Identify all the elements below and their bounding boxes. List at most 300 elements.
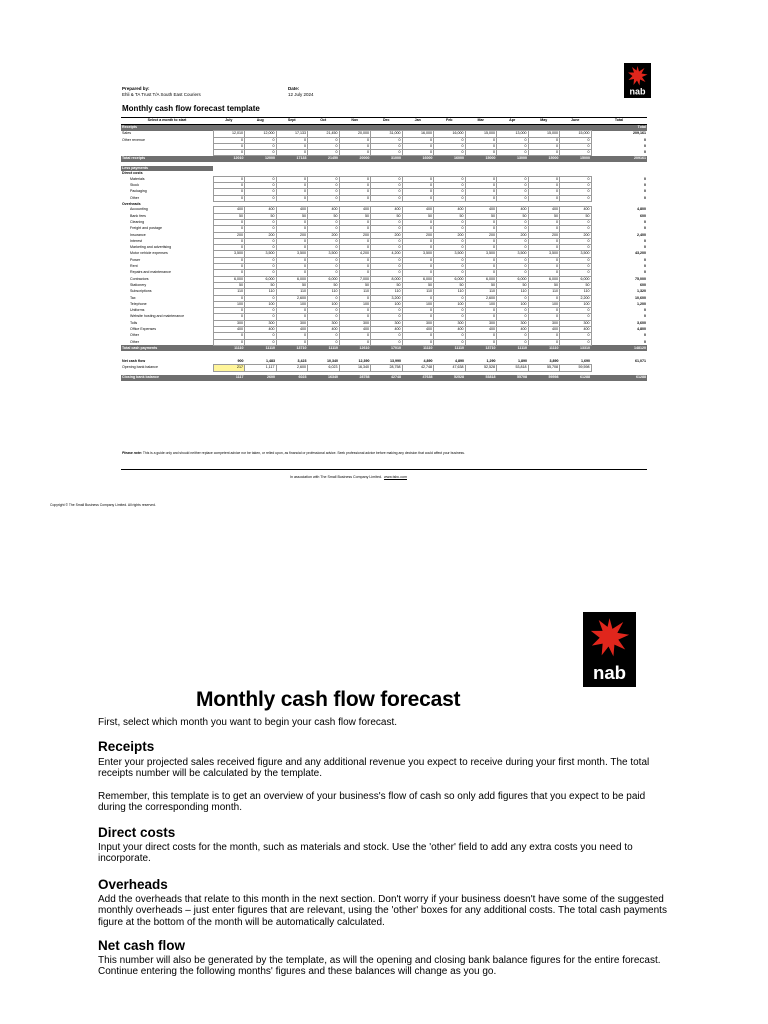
overhead-cell[interactable]: 3,500 — [465, 251, 497, 257]
overhead-cell[interactable]: 300 — [308, 320, 340, 326]
direct-cost-cell[interactable]: 0 — [276, 183, 308, 189]
overhead-cell[interactable]: 100 — [402, 301, 434, 307]
overhead-cell[interactable]: 50 — [465, 282, 497, 288]
overhead-cell[interactable]: 0 — [276, 314, 308, 320]
overhead-cell[interactable]: 400 — [371, 207, 403, 213]
direct-cost-cell[interactable]: 0 — [213, 176, 245, 182]
overhead-cell[interactable]: 0 — [245, 219, 277, 225]
overhead-cell[interactable]: 0 — [402, 333, 434, 339]
receipt-cell[interactable]: 0 — [402, 150, 434, 156]
overhead-cell[interactable]: 200 — [276, 232, 308, 238]
direct-cost-cell[interactable]: 0 — [434, 176, 466, 182]
overhead-cell[interactable]: 200 — [560, 232, 592, 238]
overhead-cell[interactable]: 0 — [560, 264, 592, 270]
overhead-cell[interactable]: 100 — [213, 301, 245, 307]
receipt-cell[interactable]: 0 — [276, 137, 308, 143]
receipt-cell[interactable]: 0 — [245, 137, 277, 143]
overhead-cell[interactable]: 50 — [245, 213, 277, 219]
receipt-cell[interactable]: 0 — [497, 150, 529, 156]
overhead-cell[interactable]: 0 — [245, 245, 277, 251]
receipt-cell[interactable]: 0 — [213, 150, 245, 156]
direct-cost-cell[interactable]: 0 — [528, 189, 560, 195]
overhead-cell[interactable]: 3,500 — [276, 251, 308, 257]
overhead-cell[interactable]: 50 — [213, 213, 245, 219]
overhead-cell[interactable]: 0 — [276, 333, 308, 339]
receipt-cell[interactable]: 0 — [339, 143, 371, 149]
overhead-cell[interactable]: 0 — [560, 238, 592, 244]
overhead-cell[interactable]: 0 — [528, 270, 560, 276]
overhead-cell[interactable]: 0 — [213, 238, 245, 244]
overhead-cell[interactable]: 400 — [434, 327, 466, 333]
overhead-cell[interactable]: 200 — [371, 232, 403, 238]
overhead-cell[interactable]: 0 — [308, 226, 340, 232]
direct-cost-cell[interactable]: 0 — [276, 176, 308, 182]
receipt-cell[interactable]: 15,000 — [465, 131, 497, 137]
overhead-cell[interactable]: 300 — [528, 320, 560, 326]
overhead-cell[interactable]: 200 — [402, 232, 434, 238]
overhead-cell[interactable]: 0 — [371, 308, 403, 314]
overhead-cell[interactable]: 400 — [308, 207, 340, 213]
receipt-cell[interactable]: 0 — [371, 143, 403, 149]
overhead-cell[interactable]: 0 — [276, 238, 308, 244]
overhead-cell[interactable]: 50 — [339, 282, 371, 288]
receipt-cell[interactable]: 15,000 — [560, 131, 592, 137]
receipt-cell[interactable]: 0 — [434, 150, 466, 156]
overhead-cell[interactable]: 200 — [245, 232, 277, 238]
direct-cost-cell[interactable]: 0 — [560, 189, 592, 195]
overhead-cell[interactable]: 3,500 — [497, 251, 529, 257]
overhead-cell[interactable]: 0 — [213, 219, 245, 225]
receipt-cell[interactable]: 0 — [245, 150, 277, 156]
overhead-cell[interactable]: 110 — [371, 289, 403, 295]
overhead-cell[interactable]: 3,500 — [308, 251, 340, 257]
overhead-cell[interactable]: 50 — [528, 213, 560, 219]
overhead-cell[interactable]: 0 — [497, 245, 529, 251]
overhead-cell[interactable]: 300 — [465, 320, 497, 326]
receipt-cell[interactable]: 0 — [402, 143, 434, 149]
overhead-cell[interactable]: 6,000 — [308, 276, 340, 282]
direct-cost-cell[interactable]: 0 — [402, 195, 434, 201]
overhead-cell[interactable]: 8,000 — [371, 276, 403, 282]
direct-cost-cell[interactable]: 0 — [497, 195, 529, 201]
overhead-cell[interactable]: 50 — [371, 213, 403, 219]
overhead-cell[interactable]: 0 — [308, 314, 340, 320]
direct-cost-cell[interactable]: 0 — [465, 195, 497, 201]
direct-cost-cell[interactable]: 0 — [339, 183, 371, 189]
overhead-cell[interactable]: 0 — [402, 264, 434, 270]
overhead-cell[interactable]: 0 — [560, 308, 592, 314]
direct-cost-cell[interactable]: 0 — [371, 176, 403, 182]
receipt-cell[interactable]: 0 — [308, 150, 340, 156]
receipt-cell[interactable]: 0 — [276, 143, 308, 149]
overhead-cell[interactable]: 0 — [276, 270, 308, 276]
receipt-cell[interactable]: 0 — [371, 137, 403, 143]
overhead-cell[interactable]: 0 — [339, 245, 371, 251]
overhead-cell[interactable]: 0 — [434, 238, 466, 244]
overhead-cell[interactable]: 0 — [528, 308, 560, 314]
receipt-cell[interactable]: 21,450 — [308, 131, 340, 137]
overhead-cell[interactable]: 200 — [528, 232, 560, 238]
direct-cost-cell[interactable]: 0 — [339, 189, 371, 195]
overhead-cell[interactable]: 0 — [434, 219, 466, 225]
overhead-cell[interactable]: 0 — [402, 238, 434, 244]
overhead-cell[interactable]: 100 — [245, 301, 277, 307]
overhead-cell[interactable]: 0 — [465, 257, 497, 263]
overhead-cell[interactable]: 0 — [497, 264, 529, 270]
direct-cost-cell[interactable]: 0 — [245, 176, 277, 182]
overhead-cell[interactable]: 0 — [339, 339, 371, 345]
direct-cost-cell[interactable]: 0 — [465, 183, 497, 189]
overhead-cell[interactable]: 400 — [528, 327, 560, 333]
overhead-cell[interactable]: 3,500 — [528, 251, 560, 257]
overhead-cell[interactable]: 0 — [465, 339, 497, 345]
direct-cost-cell[interactable]: 0 — [245, 189, 277, 195]
overhead-cell[interactable]: 0 — [402, 339, 434, 345]
overhead-cell[interactable]: 4,200 — [371, 251, 403, 257]
overhead-cell[interactable]: 0 — [213, 270, 245, 276]
overhead-cell[interactable]: 400 — [276, 207, 308, 213]
receipt-cell[interactable]: 0 — [213, 137, 245, 143]
overhead-cell[interactable]: 100 — [465, 301, 497, 307]
overhead-cell[interactable]: 200 — [213, 232, 245, 238]
overhead-cell[interactable]: 400 — [560, 207, 592, 213]
overhead-cell[interactable]: 300 — [402, 320, 434, 326]
overhead-cell[interactable]: 0 — [465, 264, 497, 270]
direct-cost-cell[interactable]: 0 — [213, 189, 245, 195]
overhead-cell[interactable]: 110 — [560, 289, 592, 295]
overhead-cell[interactable]: 7,000 — [339, 276, 371, 282]
overhead-cell[interactable]: 300 — [371, 320, 403, 326]
receipt-cell[interactable]: 0 — [528, 150, 560, 156]
overhead-cell[interactable]: 6,000 — [402, 276, 434, 282]
overhead-cell[interactable]: 6,000 — [560, 276, 592, 282]
receipt-cell[interactable]: 0 — [308, 137, 340, 143]
receipt-cell[interactable]: 0 — [245, 143, 277, 149]
direct-cost-cell[interactable]: 0 — [371, 189, 403, 195]
overhead-cell[interactable]: 3,500 — [245, 251, 277, 257]
overhead-cell[interactable]: 50 — [560, 213, 592, 219]
overhead-cell[interactable]: 400 — [339, 327, 371, 333]
overhead-cell[interactable]: 50 — [213, 282, 245, 288]
overhead-cell[interactable]: 0 — [339, 257, 371, 263]
overhead-cell[interactable]: 3,500 — [213, 251, 245, 257]
receipt-cell[interactable]: 17,133 — [276, 131, 308, 137]
overhead-cell[interactable]: 3,200 — [371, 295, 403, 301]
overhead-cell[interactable]: 0 — [213, 264, 245, 270]
overhead-cell[interactable]: 0 — [371, 219, 403, 225]
overhead-cell[interactable]: 50 — [371, 282, 403, 288]
receipt-cell[interactable]: 0 — [339, 150, 371, 156]
overhead-cell[interactable]: 0 — [245, 308, 277, 314]
receipt-cell[interactable]: 0 — [465, 150, 497, 156]
receipt-cell[interactable]: 0 — [371, 150, 403, 156]
overhead-cell[interactable]: 0 — [560, 226, 592, 232]
overhead-cell[interactable]: 0 — [528, 226, 560, 232]
overhead-cell[interactable]: 0 — [402, 270, 434, 276]
overhead-cell[interactable]: 0 — [276, 245, 308, 251]
overhead-cell[interactable]: 50 — [402, 213, 434, 219]
overhead-cell[interactable]: 0 — [308, 264, 340, 270]
overhead-cell[interactable]: 0 — [213, 257, 245, 263]
overhead-cell[interactable]: 400 — [339, 207, 371, 213]
direct-cost-cell[interactable]: 0 — [434, 195, 466, 201]
overhead-cell[interactable]: 50 — [528, 282, 560, 288]
overhead-cell[interactable]: 50 — [560, 282, 592, 288]
start-month-selector[interactable]: Select a month to start — [121, 118, 213, 125]
overhead-cell[interactable]: 0 — [497, 314, 529, 320]
overhead-cell[interactable]: 0 — [371, 339, 403, 345]
overhead-cell[interactable]: 400 — [245, 327, 277, 333]
overhead-cell[interactable]: 110 — [497, 289, 529, 295]
overhead-cell[interactable]: 0 — [308, 219, 340, 225]
overhead-cell[interactable]: 0 — [339, 333, 371, 339]
overhead-cell[interactable]: 0 — [371, 270, 403, 276]
overhead-cell[interactable]: 0 — [402, 219, 434, 225]
overhead-cell[interactable]: 0 — [465, 333, 497, 339]
overhead-cell[interactable]: 0 — [497, 270, 529, 276]
overhead-cell[interactable]: 110 — [276, 289, 308, 295]
direct-cost-cell[interactable]: 0 — [276, 195, 308, 201]
overhead-cell[interactable]: 50 — [339, 213, 371, 219]
overhead-cell[interactable]: 0 — [402, 257, 434, 263]
overhead-cell[interactable]: 0 — [465, 314, 497, 320]
direct-cost-cell[interactable]: 0 — [560, 183, 592, 189]
receipt-cell[interactable]: 0 — [465, 137, 497, 143]
prepared-by-value[interactable]: Ehli & TA Trust T/A South East Couriers — [122, 92, 201, 97]
overhead-cell[interactable]: 0 — [371, 238, 403, 244]
overhead-cell[interactable]: 110 — [465, 289, 497, 295]
overhead-cell[interactable]: 0 — [434, 264, 466, 270]
overhead-cell[interactable]: 200 — [434, 232, 466, 238]
overhead-cell[interactable]: 0 — [308, 339, 340, 345]
overhead-cell[interactable]: 0 — [497, 339, 529, 345]
overhead-cell[interactable]: 0 — [308, 245, 340, 251]
overhead-cell[interactable]: 0 — [371, 264, 403, 270]
overhead-cell[interactable]: 0 — [339, 295, 371, 301]
overhead-cell[interactable]: 50 — [308, 282, 340, 288]
receipt-cell[interactable]: 0 — [308, 143, 340, 149]
overhead-cell[interactable]: 100 — [308, 301, 340, 307]
overhead-cell[interactable]: 0 — [245, 295, 277, 301]
overhead-cell[interactable]: 0 — [497, 333, 529, 339]
direct-cost-cell[interactable]: 0 — [339, 176, 371, 182]
overhead-cell[interactable]: 0 — [434, 245, 466, 251]
receipt-cell[interactable]: 16,000 — [434, 131, 466, 137]
overhead-cell[interactable]: 400 — [528, 207, 560, 213]
receipt-cell[interactable]: 0 — [402, 137, 434, 143]
direct-cost-cell[interactable]: 0 — [245, 183, 277, 189]
receipt-cell[interactable]: 0 — [339, 137, 371, 143]
overhead-cell[interactable]: 50 — [308, 213, 340, 219]
overhead-cell[interactable]: 0 — [465, 238, 497, 244]
overhead-cell[interactable]: 0 — [528, 238, 560, 244]
association-link[interactable]: www.tsbc.com — [384, 475, 407, 479]
direct-cost-cell[interactable]: 0 — [308, 176, 340, 182]
overhead-cell[interactable]: 0 — [465, 270, 497, 276]
overhead-cell[interactable]: 0 — [528, 314, 560, 320]
overhead-cell[interactable]: 0 — [339, 264, 371, 270]
direct-cost-cell[interactable]: 0 — [402, 176, 434, 182]
overhead-cell[interactable]: 0 — [213, 295, 245, 301]
overhead-cell[interactable]: 0 — [434, 339, 466, 345]
overhead-cell[interactable]: 400 — [465, 327, 497, 333]
direct-cost-cell[interactable]: 0 — [560, 195, 592, 201]
overhead-cell[interactable]: 100 — [528, 301, 560, 307]
overhead-cell[interactable]: 0 — [528, 333, 560, 339]
overhead-cell[interactable]: 0 — [245, 238, 277, 244]
overhead-cell[interactable]: 300 — [245, 320, 277, 326]
direct-cost-cell[interactable]: 0 — [528, 195, 560, 201]
overhead-cell[interactable]: 400 — [465, 207, 497, 213]
overhead-cell[interactable]: 0 — [371, 314, 403, 320]
overhead-cell[interactable]: 300 — [213, 320, 245, 326]
receipt-cell[interactable]: 0 — [528, 137, 560, 143]
overhead-cell[interactable]: 400 — [276, 327, 308, 333]
overhead-cell[interactable]: 100 — [497, 301, 529, 307]
receipt-cell[interactable]: 0 — [560, 137, 592, 143]
receipt-cell[interactable]: 0 — [560, 150, 592, 156]
overhead-cell[interactable]: 400 — [402, 327, 434, 333]
overhead-cell[interactable]: 200 — [465, 232, 497, 238]
overhead-cell[interactable]: 50 — [497, 213, 529, 219]
date-value[interactable]: 12 July 2024 — [288, 92, 314, 97]
overhead-cell[interactable]: 110 — [528, 289, 560, 295]
overhead-cell[interactable]: 0 — [402, 308, 434, 314]
overhead-cell[interactable]: 0 — [497, 219, 529, 225]
overhead-cell[interactable]: 110 — [434, 289, 466, 295]
receipt-cell[interactable]: 31,000 — [371, 131, 403, 137]
receipt-cell[interactable]: 0 — [497, 137, 529, 143]
overhead-cell[interactable]: 0 — [371, 333, 403, 339]
overhead-cell[interactable]: 0 — [434, 333, 466, 339]
receipt-cell[interactable]: 0 — [434, 143, 466, 149]
overhead-cell[interactable]: 0 — [465, 226, 497, 232]
overhead-cell[interactable]: 0 — [402, 245, 434, 251]
overhead-cell[interactable]: 400 — [402, 207, 434, 213]
overhead-cell[interactable]: 6,000 — [528, 276, 560, 282]
overhead-cell[interactable]: 0 — [371, 226, 403, 232]
overhead-cell[interactable]: 0 — [308, 238, 340, 244]
direct-cost-cell[interactable]: 0 — [308, 189, 340, 195]
overhead-cell[interactable]: 6,000 — [465, 276, 497, 282]
overhead-cell[interactable]: 6,000 — [245, 276, 277, 282]
overhead-cell[interactable]: 0 — [465, 245, 497, 251]
overhead-cell[interactable]: 0 — [339, 308, 371, 314]
overhead-cell[interactable]: 300 — [339, 320, 371, 326]
overhead-cell[interactable]: 0 — [465, 308, 497, 314]
receipt-cell[interactable]: 0 — [528, 143, 560, 149]
receipt-cell[interactable]: 12,000 — [245, 131, 277, 137]
overhead-cell[interactable]: 0 — [497, 238, 529, 244]
overhead-cell[interactable]: 50 — [465, 213, 497, 219]
overhead-cell[interactable]: 0 — [560, 314, 592, 320]
direct-cost-cell[interactable]: 0 — [528, 183, 560, 189]
overhead-cell[interactable]: 300 — [497, 320, 529, 326]
overhead-cell[interactable]: 0 — [434, 308, 466, 314]
overhead-cell[interactable]: 0 — [528, 339, 560, 345]
overhead-cell[interactable]: 400 — [213, 207, 245, 213]
direct-cost-cell[interactable]: 0 — [339, 195, 371, 201]
overhead-cell[interactable]: 2,200 — [560, 295, 592, 301]
overhead-cell[interactable]: 0 — [402, 314, 434, 320]
overhead-cell[interactable]: 0 — [245, 264, 277, 270]
overhead-cell[interactable]: 0 — [213, 333, 245, 339]
overhead-cell[interactable]: 0 — [213, 339, 245, 345]
receipt-cell[interactable]: 12,010 — [213, 131, 245, 137]
overhead-cell[interactable]: 0 — [245, 314, 277, 320]
overhead-cell[interactable]: 2,600 — [465, 295, 497, 301]
overhead-cell[interactable]: 110 — [213, 289, 245, 295]
overhead-cell[interactable]: 50 — [276, 282, 308, 288]
direct-cost-cell[interactable]: 0 — [560, 176, 592, 182]
overhead-cell[interactable]: 400 — [497, 207, 529, 213]
direct-cost-cell[interactable]: 0 — [245, 195, 277, 201]
overhead-cell[interactable]: 0 — [213, 226, 245, 232]
overhead-cell[interactable]: 3,500 — [402, 251, 434, 257]
overhead-cell[interactable]: 0 — [339, 314, 371, 320]
overhead-cell[interactable]: 100 — [560, 301, 592, 307]
overhead-cell[interactable]: 50 — [402, 282, 434, 288]
overhead-cell[interactable]: 2,600 — [276, 295, 308, 301]
overhead-cell[interactable]: 0 — [560, 245, 592, 251]
opening-balance-cell[interactable]: 217 — [213, 365, 245, 371]
overhead-cell[interactable]: 0 — [434, 270, 466, 276]
overhead-cell[interactable]: 50 — [497, 282, 529, 288]
direct-cost-cell[interactable]: 0 — [371, 195, 403, 201]
overhead-cell[interactable]: 0 — [402, 295, 434, 301]
overhead-cell[interactable]: 3,500 — [560, 251, 592, 257]
overhead-cell[interactable]: 0 — [528, 219, 560, 225]
overhead-cell[interactable]: 0 — [245, 333, 277, 339]
direct-cost-cell[interactable]: 0 — [402, 189, 434, 195]
overhead-cell[interactable]: 0 — [434, 257, 466, 263]
overhead-cell[interactable]: 0 — [276, 257, 308, 263]
overhead-cell[interactable]: 0 — [308, 257, 340, 263]
overhead-cell[interactable]: 6,000 — [276, 276, 308, 282]
overhead-cell[interactable]: 50 — [434, 282, 466, 288]
overhead-cell[interactable]: 0 — [339, 226, 371, 232]
overhead-cell[interactable]: 400 — [497, 327, 529, 333]
overhead-cell[interactable]: 0 — [497, 226, 529, 232]
overhead-cell[interactable]: 0 — [371, 257, 403, 263]
overhead-cell[interactable]: 0 — [245, 339, 277, 345]
overhead-cell[interactable]: 3,500 — [434, 251, 466, 257]
overhead-cell[interactable]: 0 — [276, 226, 308, 232]
direct-cost-cell[interactable]: 0 — [434, 183, 466, 189]
overhead-cell[interactable]: 0 — [434, 226, 466, 232]
overhead-cell[interactable]: 400 — [245, 207, 277, 213]
receipt-cell[interactable]: 15,000 — [528, 131, 560, 137]
overhead-cell[interactable]: 4,200 — [339, 251, 371, 257]
overhead-cell[interactable]: 400 — [560, 327, 592, 333]
overhead-cell[interactable]: 0 — [560, 257, 592, 263]
overhead-cell[interactable]: 0 — [213, 245, 245, 251]
overhead-cell[interactable]: 0 — [560, 219, 592, 225]
receipt-cell[interactable]: 0 — [560, 143, 592, 149]
overhead-cell[interactable]: 0 — [308, 308, 340, 314]
overhead-cell[interactable]: 0 — [276, 264, 308, 270]
overhead-cell[interactable]: 100 — [276, 301, 308, 307]
overhead-cell[interactable]: 0 — [339, 238, 371, 244]
overhead-cell[interactable]: 0 — [434, 295, 466, 301]
receipt-cell[interactable]: 0 — [276, 150, 308, 156]
direct-cost-cell[interactable]: 0 — [213, 183, 245, 189]
overhead-cell[interactable]: 0 — [528, 245, 560, 251]
overhead-cell[interactable]: 0 — [528, 257, 560, 263]
overhead-cell[interactable]: 0 — [308, 333, 340, 339]
overhead-cell[interactable]: 0 — [213, 308, 245, 314]
direct-cost-cell[interactable]: 0 — [497, 189, 529, 195]
